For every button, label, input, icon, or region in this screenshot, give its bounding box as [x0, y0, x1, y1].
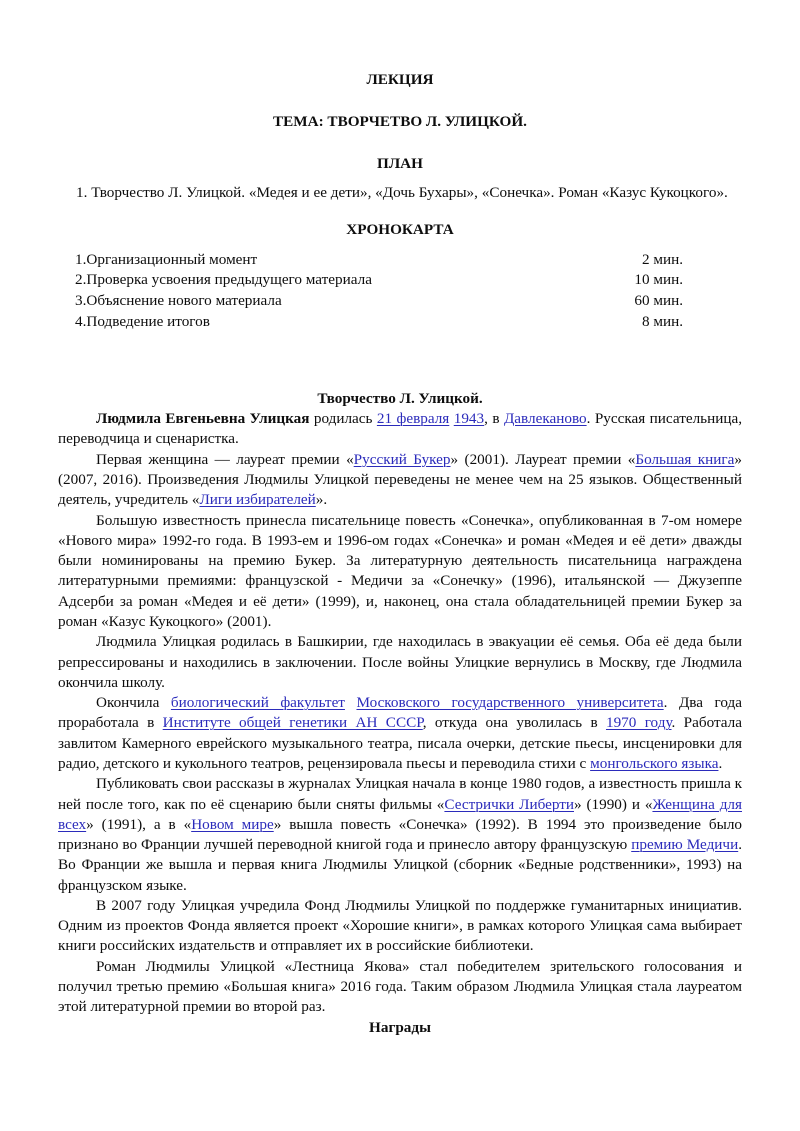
list-item: [75, 291, 719, 312]
paragraph-education-career: [58, 693, 742, 774]
spacer: [58, 132, 742, 154]
link-medici-prize[interactable]: премию Медичи: [631, 836, 739, 854]
spacer: [58, 333, 742, 389]
link-moscow-state-university[interactable]: Московского государственного университета: [356, 694, 664, 712]
paragraph-jacobs-ladder: Роман Людмилы Улицкой «Лестница Якова» стал победителем зрительского голосования и получил третью премию «Большая книга» 2016 года. Таким образом Людмила Улицкая стала лауреатом этой литературной премии во второй раз.: [58, 957, 742, 1016]
link-novy-mir[interactable]: Новом мире: [191, 815, 274, 833]
text-fragment: . Русская писательница, переводчица и сценаристка.: [58, 410, 742, 448]
text-fragment: родилась: [309, 410, 377, 428]
link-year-1970[interactable]: 1970 году: [605, 714, 672, 732]
list-item: [75, 270, 719, 291]
paragraph-awards-intro: [58, 450, 742, 511]
text-fragment: ».: [315, 491, 328, 509]
text-fragment: .: [718, 754, 723, 772]
text-fragment: » (2007, 2016). Произведения Людмилы Улицкой переведены не менее чем на 25 языков. Общественный деятель, учредитель «: [58, 450, 742, 509]
text-fragment: [345, 694, 357, 711]
chronocard-heading: ХРОНОКАРТА: [346, 221, 454, 239]
plan-item: 1. Творчество Л. Улицкой. «Медея и ее дети», «Дочь Бухары», «Сонечка». Роман «Казус Кукоцкого».: [76, 184, 728, 202]
chronocard-label: 3.Объяснение нового материала: [75, 292, 282, 310]
theme-title: ТЕМА: ТВОРЧЕТВО Л. УЛИЦКОЙ.: [273, 113, 527, 131]
link-biology-faculty[interactable]: биологический факультет: [170, 694, 345, 712]
text-fragment: . Во Франции же вышла и первая книга Людмилы Улицкой (сборник «Бедные родственники», 1993) на французском языке.: [58, 836, 742, 894]
link-russian-booker[interactable]: Русский Букер: [353, 450, 451, 468]
paragraph-publications-films: [58, 774, 742, 896]
text-fragment: » вышла повесть «Сонечка» (1992). В 1994 это произведение было признано во Франции лучшей переводной книгой года и принесло автору французскую: [58, 815, 742, 854]
paragraph-fame-sonechka: Большую известность принесла писательнице повесть «Сонечка», опубликованная в 7-ом номере «Нового мира» 1992-го года. В 1993-ем и 1996-ом годах «Сонечка» и роман «Медея и её дети» дважды были номинированы на премию Букер. За литературную деятельность писательница награждена литературными премиями: французской - Медичи за «Сонечку» (1996), итальянской — Джузеппе Адсерби за роман «Медея и её дети» (1999), и, наконец, она стала обладательницей премии Букер за роман «Казус Кукоцкого» (2001).: [58, 511, 742, 630]
link-birth-date[interactable]: 21 февраля: [376, 410, 450, 428]
spacer: [58, 174, 742, 183]
paragraph-biography-intro: [58, 409, 742, 450]
link-birth-place[interactable]: Давлеканово: [503, 410, 587, 428]
text-fragment: » (1990) и «: [574, 795, 653, 813]
text-fragment: , в: [484, 410, 504, 428]
link-genetics-institute[interactable]: Институте общей генетики АН СССР: [162, 714, 423, 732]
link-woman-for-all[interactable]: Женщина для всех: [58, 795, 742, 833]
link-big-book[interactable]: Большая книга: [635, 450, 735, 468]
lecture-title: ЛЕКЦИЯ: [366, 71, 434, 88]
text-fragment: Окончила: [96, 694, 171, 712]
spacer: [58, 203, 742, 220]
chronocard-label: 4.Подведение итогов: [75, 313, 210, 331]
plan-heading: ПЛАН: [377, 155, 423, 173]
awards-heading: Награды: [369, 1018, 431, 1036]
list-item: [75, 312, 719, 333]
chronocard-list: [75, 250, 719, 334]
document-body: [58, 70, 742, 1038]
text-fragment: » (1991), а в «: [86, 815, 192, 833]
text-fragment: . Работала завлитом Камерного еврейского музыкального театра, писала очерки, детские пьесы, инсценировки для радио, детского и кукольного театров, рецензировала пьесы и переводила стихи с: [58, 714, 742, 772]
text-fragment: » (2001). Лауреат премии «: [450, 450, 636, 468]
paragraph-foundation: В 2007 году Улицкая учредила Фонд Людмилы Улицкой по поддержке гуманитарных инициатив. Одним из проектов Фонда является проект «Хорошие книги», в рамках которого Улицкая сама выбирает книги российских издательств и отправляет их в российские библиотеки.: [58, 896, 742, 955]
text-fragment: Первая женщина — лауреат премии «: [96, 450, 354, 468]
chronocard-duration: 8 мин.: [641, 313, 683, 331]
paragraph-childhood: Людмила Улицкая родилась в Башкирии, где находилась в эвакуации её семья. Оба её деда были репрессированы и находились в заключении. После войны Улицкие вернулись в Москву, где Людмила окончила школу.: [58, 633, 742, 691]
chronocard-duration: 2 мин.: [641, 250, 683, 268]
list-item: [75, 250, 719, 271]
text-fragment: Публиковать свои рассказы в журналах Улицкая начала в конце 1980 годов, а известность пришла к ней после того, как по её сценарию были сняты фильмы «: [58, 775, 742, 813]
author-name: Людмила Евгеньевна Улицкая: [96, 410, 310, 428]
link-birth-year[interactable]: 1943: [453, 410, 485, 428]
chronocard-duration: 60 мин.: [634, 292, 683, 310]
chronocard-label: 1.Организационный момент: [75, 250, 258, 268]
chronocard-label: 2.Проверка усвоения предыдущего материала: [75, 271, 372, 289]
section-heading-creative-work: Творчество Л. Улицкой.: [317, 390, 483, 408]
chronocard-duration: 10 мин.: [634, 271, 683, 289]
link-mongolian-language[interactable]: монгольского языка: [590, 754, 719, 772]
text-fragment: . Два года проработала в: [58, 694, 743, 732]
link-liberty-sisters[interactable]: Сестрички Либерти: [444, 795, 574, 813]
spacer: [58, 241, 742, 250]
link-voters-league[interactable]: Лиги избирателей: [199, 491, 316, 509]
spacer: [58, 90, 742, 112]
text-fragment: , откуда она уволилась в: [422, 714, 606, 732]
